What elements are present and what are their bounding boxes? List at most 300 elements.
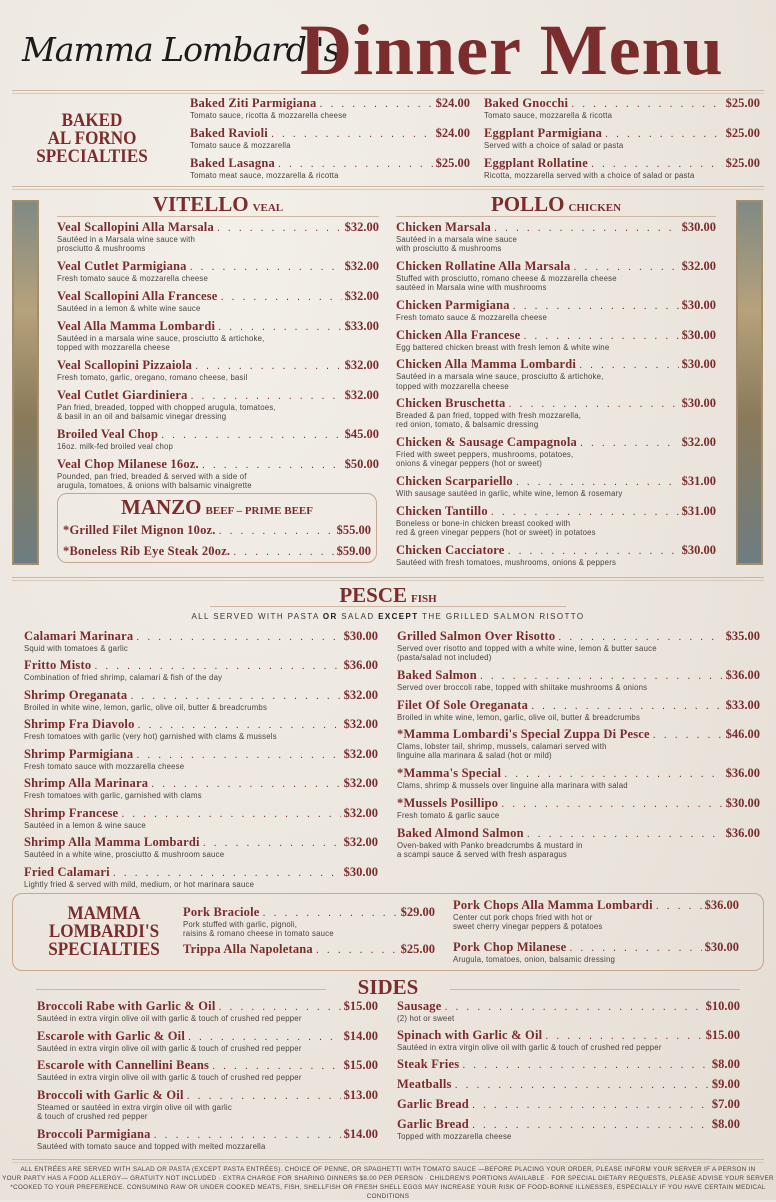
menu-item-row (24, 835, 378, 850)
menu-item (37, 1058, 378, 1082)
menu-item-row (484, 156, 760, 171)
menu-item-price: $36.00 (704, 898, 739, 912)
menu-item-price: $36.00 (343, 658, 378, 673)
menu-item-name: Broccoli Rabe with Garlic & Oil (37, 999, 216, 1013)
menu-item-name: Garlic Bread (397, 1116, 469, 1131)
menu-item-row (397, 629, 760, 644)
menu-item-description: 16oz. milk-fed broiled veal chop (57, 441, 174, 451)
divider (450, 989, 740, 990)
menu-item (57, 457, 379, 490)
dot-leader (516, 476, 679, 488)
menu-item-name: Fritto Misto (24, 658, 92, 673)
menu-item-row (190, 96, 470, 111)
menu-item-row (57, 457, 379, 472)
footer-notes (0, 1165, 776, 1202)
dot-leader (233, 546, 333, 558)
menu-item (37, 1127, 378, 1151)
dot-leader (187, 1090, 341, 1102)
menu-item-price: $15.00 (343, 999, 378, 1013)
pesce-subtitle: FISH (411, 593, 437, 605)
menu-item (453, 940, 739, 964)
dot-leader (154, 1129, 341, 1141)
menu-item-description: Sautéed in extra virgin olive oil with garlic & touch of crushed red pepper (37, 1014, 302, 1023)
dot-leader (491, 506, 679, 518)
menu-item (63, 523, 371, 538)
vitello-list (57, 220, 379, 490)
menu-item (396, 328, 716, 352)
menu-item-description: Tomato meat sauce, mozzarella & ricotta (190, 170, 339, 180)
menu-item-price: $30.00 (681, 542, 716, 557)
menu-item-description: Tomato sauce, ricotta & mozzarella cheese (190, 111, 347, 120)
note-text: ALL SERVED WITH PASTA (191, 612, 323, 621)
menu-item (57, 388, 379, 421)
dot-leader (121, 808, 340, 820)
dot-leader (571, 98, 722, 110)
menu-item-row (57, 220, 379, 235)
dot-leader (444, 1001, 702, 1013)
footer-line: YOUR PARTY HAS A FOOD ALLERGY— GRATUITY NOT INCLUDED · EXTRA CHARGE FOR SHARING DINNERS $8.00 PER PERSON · CHILDREN'S PORTIONS AVAILABLE · FOR SPECIAL DIETARY REQUESTS, PLEASE ADVISE YOUR SERVER (2, 1175, 774, 1183)
menu-item-price: $45.00 (344, 426, 379, 441)
divider (57, 216, 379, 217)
menu-item-name: Pork Braciole (183, 905, 260, 919)
menu-item-price: $32.00 (344, 387, 379, 402)
menu-item (24, 776, 378, 800)
dot-leader (271, 128, 433, 140)
menu-item-name: Veal Scallopini Alla Marsala (57, 220, 214, 234)
menu-item-price: $30.00 (681, 297, 716, 312)
menu-item-description: Boneless or bone-in chicken breast cooked with red & green vinegar peppers (hot or sweet) in potatoes (396, 518, 596, 537)
menu-item-row (57, 289, 379, 304)
baked-title-line: AL FORNO (47, 128, 137, 150)
dot-leader (138, 719, 341, 731)
menu-item-price: $29.00 (400, 905, 435, 919)
specialties-title-line: SPECIALTIES (48, 939, 160, 961)
menu-item-description: Broiled in white wine, lemon, garlic, olive oil, butter & breadcrumbs (24, 702, 268, 712)
menu-item-name: Shrimp Alla Mamma Lombardi (24, 835, 200, 850)
menu-item-price: $14.00 (343, 1028, 378, 1043)
menu-item (396, 259, 716, 292)
menu-item-price: $25.00 (435, 155, 470, 170)
menu-item-price: $31.00 (681, 474, 716, 489)
menu-item-row (37, 1058, 378, 1073)
menu-item-price: $30.00 (704, 939, 739, 954)
menu-item-name: Pork Chops Alla Mamma Lombardi (453, 898, 653, 912)
dot-leader (221, 291, 342, 303)
dot-leader (203, 837, 341, 849)
menu-item (484, 96, 760, 120)
brand-logo: Mamma Lombardi's (22, 30, 340, 69)
dot-leader (195, 360, 342, 372)
menu-item-price: $36.00 (725, 766, 760, 781)
menu-item-name: Chicken Tantillo (396, 503, 488, 518)
dot-leader (316, 944, 398, 956)
menu-item-description: Fresh tomato sauce & mozzarella cheese (396, 312, 548, 322)
menu-item-description: Pork stuffed with garlic, pignoli, raisins & romano cheese in tomato sauce (183, 920, 334, 939)
menu-item-row (453, 940, 739, 955)
menu-item-row (24, 717, 378, 732)
menu-item (57, 427, 379, 451)
specialties-title-line: LOMBARDI'S (48, 921, 160, 943)
menu-item-name: Shrimp Parmigiana (24, 746, 134, 761)
menu-item-description: Tomato sauce, mozzarella & ricotta (484, 111, 613, 120)
manzo-subtitle: BEEF – PRIME BEEF (205, 505, 313, 517)
menu-item-name: Filet Of Sole Oreganata (397, 697, 529, 712)
menu-item-name: Chicken Parmigiana (396, 297, 510, 312)
menu-item-row (57, 259, 379, 274)
menu-item-row (453, 898, 739, 913)
menu-item (24, 806, 378, 830)
dot-leader (190, 261, 342, 273)
menu-item-price: $32.00 (343, 717, 378, 732)
menu-item (396, 543, 716, 567)
menu-item-name: Eggplant Rollatine (484, 155, 588, 170)
menu-item-row (24, 747, 378, 762)
baked-column-1 (190, 96, 470, 180)
menu-item-row (396, 357, 716, 372)
menu-item-name: Eggplant Parmigiana (484, 125, 603, 140)
menu-item-price: $32.00 (344, 220, 379, 234)
menu-item (183, 942, 435, 957)
menu-item-name: Chicken Alla Mamma Lombardi (396, 357, 577, 372)
menu-item-price: $35.00 (725, 629, 760, 643)
menu-item-description: Served with a choice of salad or pasta (484, 140, 624, 150)
menu-item (37, 1029, 378, 1053)
menu-item (37, 1088, 378, 1121)
menu-item-row (397, 1057, 740, 1072)
dot-leader (591, 158, 723, 170)
menu-item-name: Escarole with Cannellini Beans (37, 1058, 210, 1073)
menu-item-price: $8.00 (711, 1116, 740, 1131)
menu-item-row (24, 806, 378, 821)
manzo-title: MANZO (121, 495, 202, 519)
dot-leader (494, 222, 679, 234)
menu-item (57, 220, 379, 253)
menu-item-row (63, 523, 371, 538)
menu-item-row (190, 126, 470, 141)
vitello-header (57, 194, 379, 215)
menu-item-name: *Grilled Filet Mignon 10oz. (63, 523, 216, 537)
menu-item-description: Egg battered chicken breast with fresh lemon & white wine (396, 342, 610, 352)
dot-leader (656, 900, 702, 912)
divider (12, 1159, 764, 1163)
menu-item-price: $55.00 (336, 523, 371, 537)
divider (12, 186, 764, 190)
menu-item-price: $32.00 (344, 357, 379, 372)
menu-item (63, 544, 371, 559)
menu-item-description: Sautéed in a lemon & white wine sauce (57, 303, 201, 313)
menu-item-price: $33.00 (344, 318, 379, 333)
menu-item-price: $25.00 (725, 125, 760, 140)
menu-item-name: Garlic Bread (397, 1096, 469, 1111)
menu-item (57, 289, 379, 313)
vitello-title: VITELLO (152, 192, 249, 216)
menu-item (24, 717, 378, 741)
dot-leader (263, 907, 398, 919)
dot-leader (580, 437, 679, 449)
menu-item-row (397, 668, 760, 683)
dot-leader (217, 222, 342, 234)
menu-item-description: Combination of fried shrimp, calamari & fish of the day (24, 673, 223, 683)
dot-leader (136, 749, 340, 761)
menu-item-row (484, 126, 760, 141)
menu-item-price: $15.00 (705, 1028, 740, 1043)
menu-item-price: $36.00 (725, 825, 760, 840)
menu-item (57, 259, 379, 283)
dot-leader (579, 359, 679, 371)
menu-item-price: $32.00 (344, 288, 379, 303)
menu-item-name: Steak Fries (397, 1057, 460, 1072)
menu-item-name: *Boneless Rib Eye Steak 20oz. (63, 544, 231, 558)
menu-item-price: $24.00 (435, 96, 470, 110)
menu-item-name: Baked Lasagna (190, 155, 275, 170)
menu-item-name: Chicken Cacciatore (396, 542, 505, 557)
menu-item-price: $32.00 (343, 776, 378, 791)
menu-item-row (397, 1028, 740, 1043)
menu-item-price: $14.00 (343, 1126, 378, 1141)
menu-item (183, 905, 435, 938)
note-text: OR (322, 612, 338, 621)
menu-item-name: Chicken Alla Francese (396, 327, 521, 342)
dot-leader (653, 729, 723, 741)
menu-item (396, 474, 716, 498)
menu-item-price: $9.00 (711, 1077, 740, 1091)
menu-item (484, 156, 760, 180)
menu-item-description: Fresh tomatoes with garlic (very hot) garnished with clams & mussels (24, 732, 277, 742)
menu-item-price: $25.00 (725, 96, 760, 110)
dot-leader (508, 545, 679, 557)
dot-leader (202, 459, 342, 471)
manzo-list (63, 523, 371, 559)
menu-item-name: *Mamma's Special (397, 766, 502, 781)
menu-item-name: Chicken Marsala (396, 220, 492, 234)
menu-item-price: $10.00 (705, 999, 740, 1013)
menu-item (397, 1117, 740, 1141)
menu-item-price: $32.00 (344, 259, 379, 274)
menu-item (397, 796, 760, 820)
menu-item-row (57, 388, 379, 403)
menu-item-description: With sausage sautéed in garlic, white wine, lemon & rosemary (396, 489, 623, 499)
menu-item-name: Escarole with Garlic & Oil (37, 1028, 186, 1043)
dot-leader (504, 768, 722, 780)
menu-item (397, 698, 760, 722)
menu-item-description: Fresh tomato, garlic, oregano, romano cheese, basil (57, 372, 248, 382)
menu-item (397, 826, 760, 859)
menu-item (484, 126, 760, 150)
footer-line: *COOKED TO YOUR PREFERENCE. CONSUMING RAW OR UNDER COOKED MEATS, FISH, SHELLFISH OR FRESH SHELL EGGS MAY INCREASE YOUR RISK OF FOOD-BORNE ILLNESSES, ESPECIALLY IF YOU HAVE CERTAIN MEDICAL CONDITIONS (10, 1184, 766, 1201)
menu-item-row (37, 1029, 378, 1044)
dot-leader (527, 828, 723, 840)
menu-item (397, 1077, 740, 1092)
menu-item-row (57, 319, 379, 334)
note-text: THE GRILLED SALMON RISOTTO (418, 612, 585, 621)
dot-leader (191, 390, 342, 402)
dot-leader (573, 261, 678, 273)
menu-item (397, 1028, 740, 1052)
pollo-title: POLLO (490, 192, 565, 216)
menu-item-description: Sautéed in a Marsala wine sauce with prosciutto & mushrooms (57, 235, 196, 254)
menu-item-row (396, 259, 716, 274)
menu-item-row (183, 942, 435, 957)
dot-leader (472, 1119, 709, 1131)
menu-item-row (37, 1127, 378, 1142)
dot-leader (130, 690, 340, 702)
menu-item (396, 298, 716, 322)
menu-item-row (396, 298, 716, 313)
pollo-header (396, 194, 716, 215)
menu-item-price: $13.00 (343, 1087, 378, 1102)
baked-title-line: BAKED (61, 110, 123, 131)
menu-item-name: Chicken & Sausage Campagnola (396, 435, 577, 450)
menu-item-price: $32.00 (681, 435, 716, 450)
menu-item-price: $25.00 (400, 942, 435, 956)
menu-item-description: Center cut pork chops fried with hot or sweet cherry vinegar peppers & potatoes (453, 913, 603, 932)
menu-item-description: Stuffed with prosciutto, romano cheese & mozzarella cheese sautéed in Marsala wine with mushrooms (396, 273, 617, 293)
manzo-header (57, 497, 377, 518)
menu-item (397, 727, 760, 760)
dot-leader (480, 670, 723, 682)
dot-leader (151, 778, 340, 790)
pesce-right-list (397, 629, 760, 859)
pesce-header (0, 585, 776, 606)
menu-item-row (397, 796, 760, 811)
menu-item-description: Broiled in white wine, lemon, garlic, olive oil, butter & breadcrumbs (397, 712, 641, 722)
dot-leader (278, 158, 433, 170)
menu-item-name: Broiled Veal Chop (57, 426, 159, 441)
menu-item-description: Ricotta, mozzarella served with a choice of salad or pasta (484, 170, 695, 180)
dot-leader (509, 398, 679, 410)
menu-item-row (397, 1077, 740, 1092)
menu-item-name: Veal Cutlet Giardiniera (57, 387, 188, 402)
menu-item-price: $30.00 (725, 795, 760, 810)
pesce-left-list (24, 629, 378, 889)
menu-item-description: (2) hot or sweet (397, 1014, 455, 1023)
menu-item-price: $25.00 (725, 155, 760, 170)
note-text: SALAD (337, 612, 379, 621)
pollo-subtitle: CHICKEN (568, 202, 622, 214)
menu-item-row (397, 698, 760, 713)
menu-item-row (396, 543, 716, 558)
menu-item-name: Veal Cutlet Parmigiana (57, 259, 187, 274)
menu-item (397, 1097, 740, 1112)
sides-title: SIDES (357, 975, 419, 999)
menu-item-name: Chicken Bruschetta (396, 396, 506, 411)
menu-item-name: Baked Gnocchi (484, 96, 569, 110)
pesce-title: PESCE (339, 583, 407, 607)
menu-item (397, 1057, 740, 1072)
menu-item (190, 96, 470, 120)
specialties-title (41, 905, 167, 959)
divider (12, 90, 764, 94)
menu-item (453, 898, 739, 931)
menu-item-row (396, 474, 716, 489)
menu-item-description: Sautéed in a white wine, prosciutto & mushroom sauce (24, 850, 225, 860)
menu-item-name: Meatballs (397, 1077, 452, 1091)
menu-item-price: $7.00 (711, 1096, 740, 1111)
specialties-title-line: MAMMA (67, 903, 141, 924)
menu-item-price: $31.00 (681, 503, 716, 518)
menu-item-name: Shrimp Oreganata (24, 687, 128, 702)
decorative-painting-right (736, 200, 763, 565)
menu-item-name: Broccoli Parmigiana (37, 1126, 151, 1141)
menu-item-description: Fresh tomato & garlic sauce (397, 810, 500, 820)
dot-leader (531, 700, 723, 712)
decorative-painting-left (12, 200, 39, 565)
menu-item-description: Fried with sweet peppers, mushrooms, potatoes, onions & vinegar peppers (hot or sweet) (396, 450, 574, 469)
menu-item-name: Chicken Rollatine Alla Marsala (396, 258, 571, 273)
menu-item (397, 668, 760, 692)
menu-item-name: Veal Scallopini Pizzaiola (57, 357, 193, 372)
menu-item-price: $30.00 (343, 864, 378, 879)
menu-item-row (24, 658, 378, 673)
page-title: Dinner Menu (300, 10, 724, 90)
dot-leader (558, 631, 722, 643)
menu-item-row (396, 220, 716, 235)
menu-item-row (397, 999, 740, 1014)
menu-item-name: *Mamma Lombardi's Special Zuppa Di Pesce (397, 727, 650, 742)
menu-item-price: $30.00 (681, 357, 716, 372)
menu-item-description: Sautéed in extra virgin olive oil with garlic & touch of crushed red pepper (37, 1043, 302, 1053)
menu-item-price: $32.00 (681, 258, 716, 273)
menu-item-price: $46.00 (725, 727, 760, 742)
menu-item (397, 999, 740, 1023)
menu-item-description: Sautéed in a lemon & wine sauce (24, 820, 146, 830)
menu-item (24, 747, 378, 771)
menu-item-description: Oven-baked with Panko breadcrumbs & mustard in a scampi sauce & served with fresh asparagus (397, 840, 583, 859)
baked-title-line: SPECIALTIES (36, 146, 148, 168)
menu-item (37, 999, 378, 1023)
menu-item-row (397, 826, 760, 841)
footer-line: ALL ENTRÉES ARE SERVED WITH SALAD OR PASTA (EXCEPT PASTA ENTRÉES). CHOICE OF PENNE, OR SPAGHETTI WITH TOMATO SAUCE —BEFORE PLACING YOUR ORDER, PLEASE INFORM YOUR SERVER IF A PERSON IN (20, 1166, 756, 1173)
menu-item-description: Sautéed in extra virgin olive oil with garlic & touch of crushed red pepper (37, 1073, 302, 1083)
menu-item-row (24, 688, 378, 703)
menu-item-name: Baked Salmon (397, 667, 477, 682)
menu-item-row (396, 328, 716, 343)
dot-leader (472, 1099, 709, 1111)
menu-item-description: Sautéed with fresh tomatoes, mushrooms, onions & peppers (396, 557, 617, 567)
menu-item-description: Pounded, pan fried, breaded & served with a side of arugula, tomatoes, & onions with balsamic vinaigrette (57, 471, 252, 490)
menu-item (24, 835, 378, 859)
menu-item-price: $33.00 (725, 697, 760, 712)
menu-item-description: Topped with mozzarella cheese (397, 1131, 512, 1141)
menu-item-row (396, 435, 716, 450)
menu-item (24, 865, 378, 889)
menu-item-name: Spinach with Garlic & Oil (397, 1028, 543, 1043)
menu-item-price: $50.00 (344, 456, 379, 471)
menu-item-name: Chicken Scarpariello (396, 474, 513, 489)
menu-item (396, 435, 716, 468)
menu-item-name: Baked Almond Salmon (397, 825, 524, 840)
dot-leader (501, 798, 722, 810)
baked-column-2 (484, 96, 760, 180)
menu-item-description: Clams, shrimp & mussels over linguine alla marinara with salad (397, 781, 628, 791)
menu-item-row (24, 865, 378, 880)
menu-item (57, 358, 379, 382)
menu-item-description: Breaded & pan fried, topped with fresh mozzarella, red onion, tomato, & balsamic dressing (396, 411, 582, 430)
menu-item-name: Veal Scallopini Alla Francese (57, 288, 218, 303)
menu-item-description: Fresh tomatoes with garlic, garnished with clams (24, 791, 202, 801)
menu-item-description: Sautéed in a marsala wine sauce, prosciutto & artichoke, topped with mozzarella cheese (396, 372, 604, 391)
dot-leader (605, 128, 723, 140)
menu-item-row (63, 544, 371, 559)
menu-item-name: Fried Calamari (24, 864, 110, 879)
menu-item-description: Steamed or sautéed in extra virgin olive oil with garlic & touch of crushed red pepper (37, 1102, 232, 1122)
specialties-left-list (183, 905, 435, 957)
menu-item (397, 766, 760, 790)
menu-item-description: Clams, lobster tail, shrimp, mussels, calamari served with linguine alla marinara & salad (hot or mild) (397, 742, 607, 761)
menu-item (24, 658, 378, 682)
divider (36, 989, 326, 990)
note-text: EXCEPT (378, 612, 419, 621)
